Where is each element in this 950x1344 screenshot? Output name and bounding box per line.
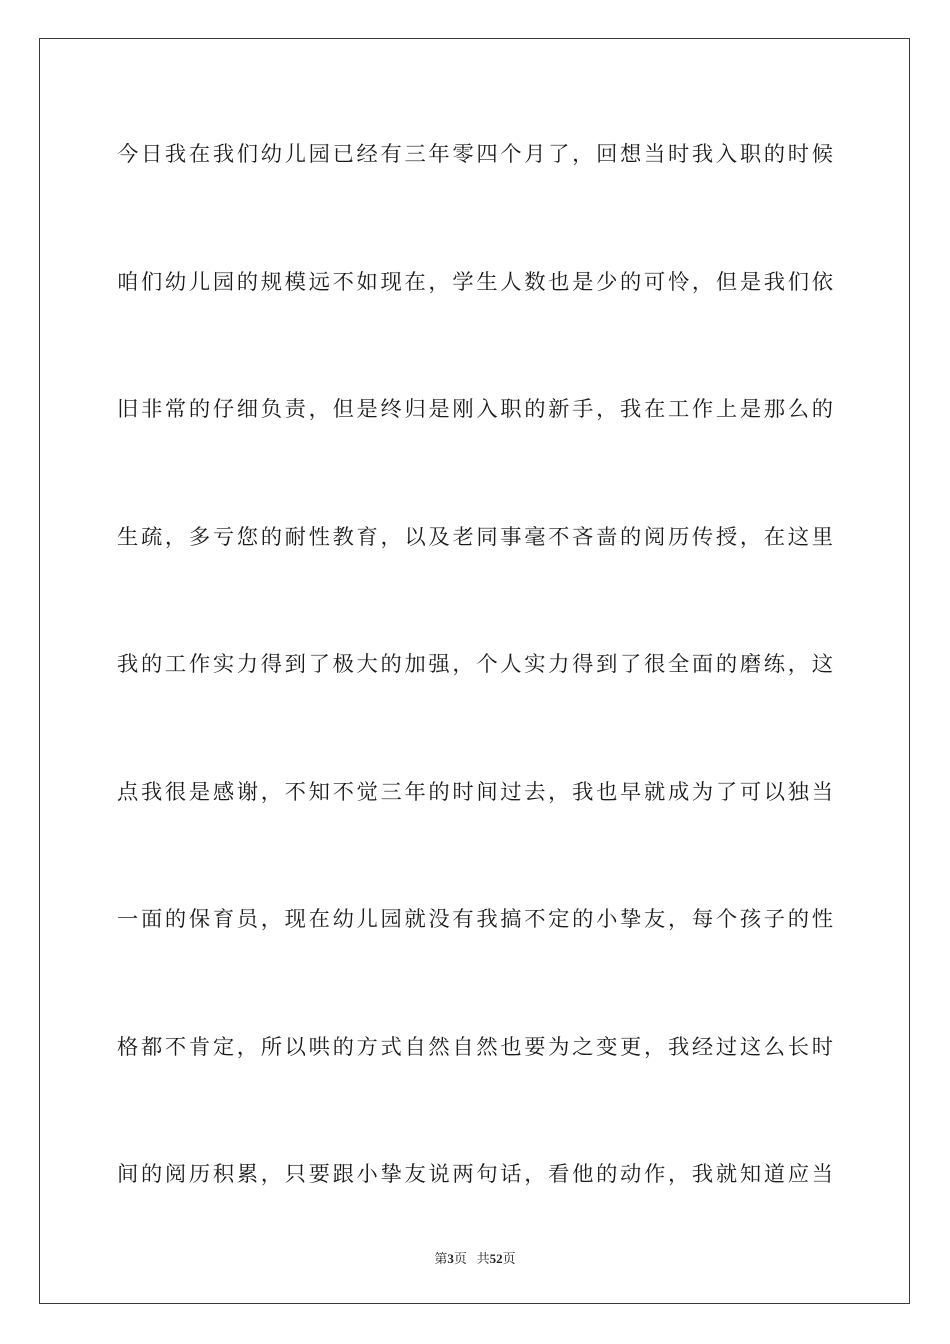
text-line-3: 旧非常的仔细负责，但是终归是刚入职的新手，我在工作上是那么的 xyxy=(117,397,833,422)
text-line-6: 点我很是感谢，不知不觉三年的时间过去，我也早就成为了可以独当 xyxy=(117,779,833,805)
text-line-2: 咱们幼儿园的规模远不如现在，学生人数也是少的可怜，但是我们依 xyxy=(117,269,833,295)
text-line-9: 间的阅历积累，只要跟小挚友说两句话，看他的动作，我就知道应当 xyxy=(117,1162,833,1187)
text-line-1: 今日我在我们幼儿园已经有三年零四个月了，回想当时我入职的时候 xyxy=(117,142,833,167)
page-prefix: 第 xyxy=(434,1251,448,1266)
document-body xyxy=(117,126,833,1274)
text-line-4: 生疏，多亏您的耐性教育，以及老同事毫不吝啬的阅历传授，在这里 xyxy=(117,524,833,550)
total-pages: 52 xyxy=(489,1251,503,1266)
total-prefix: 共 xyxy=(476,1251,490,1266)
text-line-7: 一面的保育员，现在幼儿园就没有我搞不定的小挚友，每个孩子的性 xyxy=(117,907,833,932)
page-number: 3 xyxy=(447,1251,454,1266)
text-line-8: 格都不肯定，所以哄的方式自然自然也要为之变更，我经过这么长时 xyxy=(117,1034,833,1060)
text-line-5: 我的工作实力得到了极大的加强，个人实力得到了很全面的磨练，这 xyxy=(117,652,833,677)
page-suffix: 页 xyxy=(453,1251,467,1266)
page-footer xyxy=(0,1248,950,1267)
total-suffix: 页 xyxy=(502,1251,516,1266)
